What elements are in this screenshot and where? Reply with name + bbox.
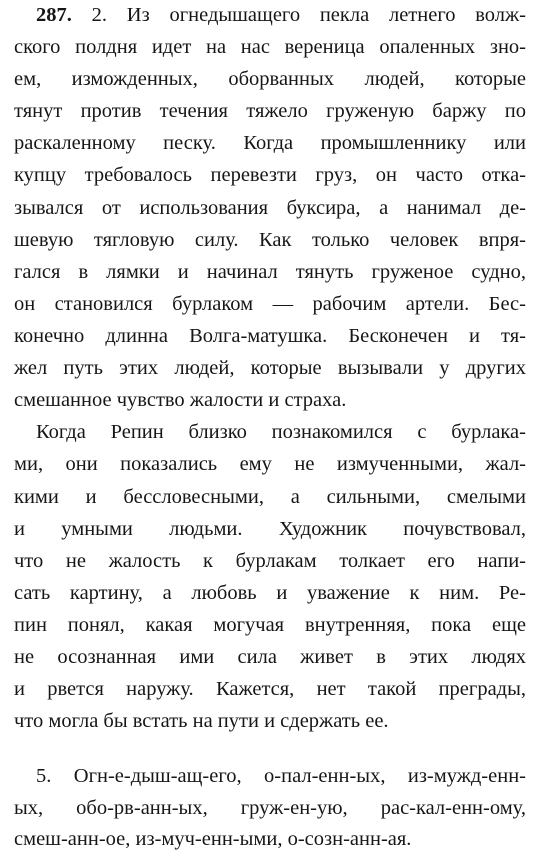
paragraph-1-line-1 [36, 0, 526, 32]
paragraph-1-lead-text: 2. Из огнедышащего пекла летнего волж- [91, 4, 526, 26]
paragraph-2-line-5: что не жалость к бурлакам толкает его напи- [14, 550, 526, 572]
paragraph-1-line-8: шевую тягловую силу. Как только человек впря- [14, 229, 526, 251]
paragraph-2-line-7: пин понял, какая могучая внутренняя, пока еще [14, 614, 526, 636]
paragraph-1-line-4: тянут против течения тяжело груженую баржу по [14, 100, 526, 122]
paragraph-1-line-6: купцу требовалось перевезти груз, он часто отка- [14, 164, 526, 186]
paragraph-1-line-12: жел путь этих людей, которые вызывали у других [14, 357, 526, 379]
paragraph-2-line-8: не осознанная ими сила живет в этих людях [14, 646, 526, 668]
task-5-line-2: ых, обо-рв-анн-ых, груж-ен-ую, рас-кал-енн-ому, [14, 797, 526, 819]
paragraph-2-line-4: и умными людьми. Художник почувствовал, [14, 518, 526, 540]
paragraph-1-line-3: ем, изможденных, оборванных людей, которые [14, 68, 526, 90]
paragraph-1-line-9: гался в лямки и начинал тянуть груженое судно, [14, 261, 526, 283]
task-5-line-1: 5. Огн-е-дыш-ащ-его, о-пал-енн-ых, из-мужд-енн- [36, 765, 526, 787]
task-5-line-3: смеш-анн-ое, из-муч-енн-ыми, о-созн-анн-ая. [14, 828, 412, 850]
paragraph-2-line-3: кими и бессловесными, а сильными, смелыми [14, 486, 526, 508]
paragraph-1-line-13: смешанное чувство жалости и страха. [14, 389, 347, 411]
paragraph-1-line-2: ского полдня идет на нас вереница опаленных зно- [14, 36, 526, 58]
paragraph-2-line-9: и рвется наружу. Кажется, нет такой преграды, [14, 678, 526, 700]
paragraph-2-line-1: Когда Репин близко познакомился с бурлака- [36, 421, 526, 443]
paragraph-2-line-10: что могла бы встать на пути и сдержать ее. [14, 710, 389, 732]
paragraph-1-line-5: раскаленному песку. Когда промышленнику или [14, 132, 526, 154]
paragraph-2-line-6: сать картину, а любовь и уважение к ним. Ре- [14, 582, 526, 604]
paragraph-1-line-11: конечно длинна Волга-матушка. Бесконечен и тя- [14, 325, 526, 347]
paragraph-1-line-7: зывался от использования буксира, а нанимал де- [14, 197, 526, 219]
paragraph-1-line-10: он становился бурлаком — рабочим артели. Бес- [14, 293, 526, 315]
exercise-number: 287. [36, 4, 72, 26]
paragraph-2-line-2: ми, они показались ему не измученными, жал- [14, 453, 526, 475]
